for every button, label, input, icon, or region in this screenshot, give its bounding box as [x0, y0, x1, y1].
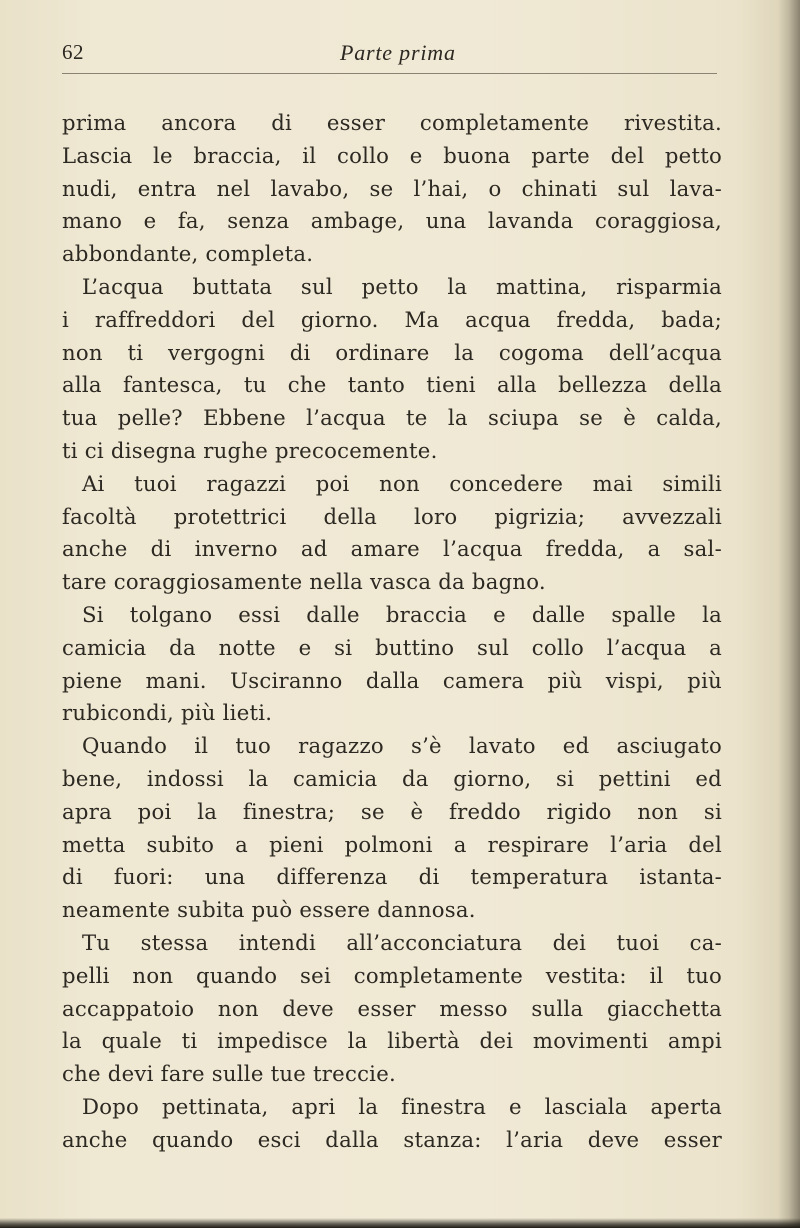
text-line: abbondante, completa. [62, 241, 314, 267]
text-line: che devi fare sulle tue treccie. [62, 1061, 396, 1087]
text-line: pelli non quando sei completamente vestita: il tuo [62, 962, 722, 988]
text-line: non ti vergogni di ordinare la cogoma dell’acqua [62, 339, 722, 365]
text-line: piene mani. Usciranno dalla camera più vispi, più [62, 667, 722, 693]
text-line: di fuori: una differenza di temperatura istanta- [62, 864, 722, 890]
text-line: Tu stessa intendi all’acconciatura dei tuoi ca- [82, 929, 722, 955]
text-line: tua pelle? Ebbene l’acqua te la sciupa se è calda, [62, 405, 722, 431]
text-line: neamente subita può essere dannosa. [62, 897, 476, 923]
running-head: Parte prima [340, 40, 456, 65]
text-line: Ai tuoi ragazzi poi non concedere mai simili [82, 470, 722, 496]
text-line: camicia da notte e si buttino sul collo l’acqua a [62, 634, 722, 660]
text-line: anche di inverno ad amare l’acqua fredda, a sal- [62, 536, 722, 562]
text-line: bene, indossi la camicia da giorno, si pettini ed [62, 765, 722, 791]
text-line: accappatoio non deve esser messo sulla giacchetta [62, 995, 722, 1021]
text-line: ti ci disegna rughe precocemente. [62, 437, 438, 463]
header-rule [62, 73, 717, 74]
text-line: i raffreddori del giorno. Ma acqua fredda, bada; [62, 306, 722, 332]
text-line: la quale ti impedisce la libertà dei movimenti ampi [62, 1028, 722, 1054]
text-line: rubicondi, più lieti. [62, 700, 273, 726]
text-line: mano e fa, senza ambage, una lavanda coraggiosa, [62, 208, 722, 234]
text-line: nudi, entra nel lavabo, se l’hai, o chinati sul lava- [62, 175, 722, 201]
text-line: tare coraggiosamente nella vasca da bagno. [62, 569, 546, 595]
text-line: metta subito a pieni polmoni a respirare l’aria del [62, 831, 722, 857]
text-line: facoltà protettrici della loro pigrizia; avvezzali [62, 503, 722, 529]
text-line: L’acqua buttata sul petto la mattina, risparmia [82, 273, 722, 299]
text-line: prima ancora di esser completamente rivestita. [62, 110, 722, 135]
text-line: Quando il tuo ragazzo s’è lavato ed asciugato [82, 733, 722, 759]
text-line: alla fantesca, tu che tanto tieni alla bellezza della [62, 372, 722, 398]
text-line: Si tolgano essi dalle braccia e dalle spalle la [82, 601, 722, 627]
body-text [62, 107, 722, 1157]
page-header [62, 40, 742, 80]
text-line: apra poi la finestra; se è freddo rigido non si [62, 798, 722, 824]
page-bottom-edge [0, 1218, 800, 1228]
text-line: anche quando esci dalla stanza: l’aria deve esser [62, 1126, 722, 1152]
page-number: 62 [62, 40, 84, 64]
page-edge-shadow [778, 0, 800, 1228]
text-line: Dopo pettinata, apri la finestra e lasciala aperta [82, 1093, 722, 1119]
text-line: Lascia le braccia, il collo e buona parte del petto [62, 142, 722, 168]
